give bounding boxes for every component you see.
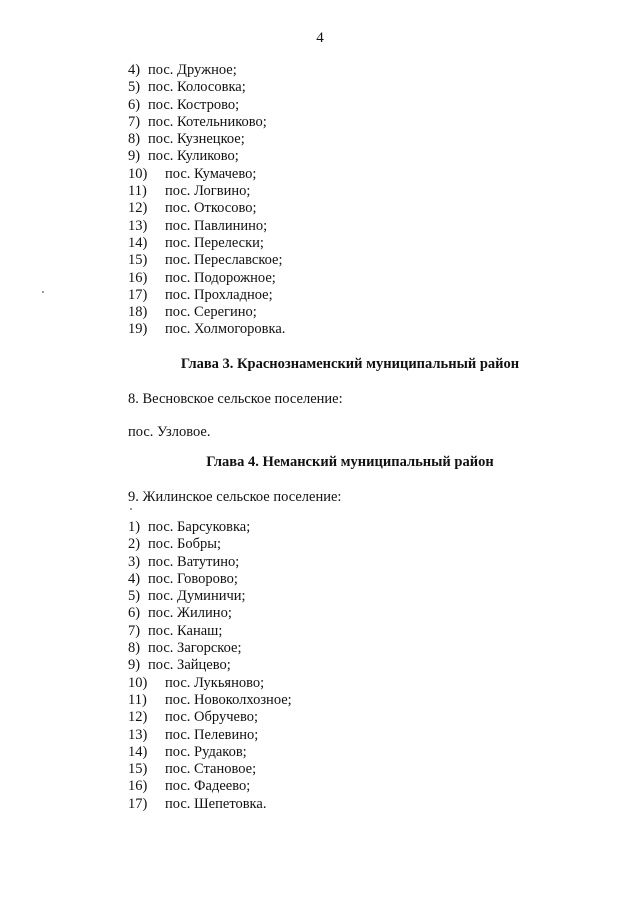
list-item-number: 17) [128,795,148,812]
list-item-number: 8) [128,640,141,657]
list-item [128,709,292,726]
chapter-4-heading: Глава 4. Неманский муниципальный район [206,454,494,470]
chapter-3-item: пос. Узловое. [128,424,211,440]
list-item-number: 14) [128,234,148,251]
list-item [128,536,292,553]
list-item [128,605,292,622]
list-item-text: пос. Кумачево; [165,165,257,182]
list-item-text: пос. Канаш; [148,622,223,639]
list-item [128,588,292,605]
list-item-text: пос. Пелевино; [165,726,259,743]
list-item [128,200,285,217]
list-item-text: пос. Кузнецкое; [148,131,245,148]
list-item-text: пос. Лукьяново; [165,674,265,691]
list-item [128,623,292,640]
list-item-text: пос. Новоколхозное; [165,691,292,708]
list-item-text: пос. Думиничи; [148,588,246,605]
page-number: 4 [316,30,324,46]
list-item-number: 16) [128,269,148,286]
list-item-text: пос. Зайцево; [148,657,231,674]
list-item-number: 12) [128,200,148,217]
list-item [128,62,285,79]
list-item-text: пос. Серегино; [165,304,257,321]
list-item-text: пос. Куликово; [148,148,239,165]
list-item-number: 5) [128,79,141,96]
list-item-number: 17) [128,286,148,303]
list-item [128,761,292,778]
list-item-text: пос. Котельниково; [148,113,267,130]
scan-speck [130,508,132,510]
list-item [128,79,285,96]
list-item [128,97,285,114]
list-item-text: пос. Логвино; [165,183,251,200]
list-item-text: пос. Говорово; [148,570,238,587]
list-item-number: 9) [128,657,141,674]
list-item [128,640,292,657]
list-item [128,252,285,269]
list-item-text: пос. Фадеево; [165,778,251,795]
list-item [128,692,292,709]
list-item-number: 4) [128,570,141,587]
list-item-number: 1) [128,519,141,535]
list-item-number: 11) [128,183,147,200]
list-item-number: 3) [128,553,141,570]
list-item [128,218,285,235]
list-item-number: 16) [128,778,148,795]
list-item-text: пос. Становое; [165,761,257,778]
list-item-text: пос. Откосово; [165,200,257,217]
list-item-number: 14) [128,743,148,760]
list-item-text: пос. Подорожное; [165,269,276,286]
list-item-text: пос. Перелески; [165,234,264,251]
list-item [128,744,292,761]
list-item-number: 4) [128,62,141,78]
list-item-text: пос. Кострово; [148,96,240,113]
list-item-number: 9) [128,148,141,165]
list-item-text: пос. Загорское; [148,640,242,657]
list-item [128,778,292,795]
list-item-text: пос. Обручево; [165,709,258,726]
settlement-list-1 [128,62,285,339]
settlement-list-2 [128,519,292,813]
chapter-4-settlement: 9. Жилинское сельское поселение: [128,489,342,505]
list-item [128,727,292,744]
list-item-number: 10) [128,165,148,182]
list-item [128,183,285,200]
list-item-number: 11) [128,691,147,708]
list-item-number: 15) [128,761,148,778]
list-item-text: пос. Прохладное; [165,286,273,303]
list-item-text: пос. Барсуковка; [148,519,251,535]
list-item-number: 18) [128,304,148,321]
list-item-text: пос. Колосовка; [148,79,246,96]
list-item [128,657,292,674]
list-item [128,304,285,321]
list-item [128,287,285,304]
list-item-number: 12) [128,709,148,726]
list-item-text: пос. Рудаков; [165,743,247,760]
list-item [128,675,292,692]
chapter-3-heading: Глава 3. Краснознаменский муниципальный район [180,356,520,372]
list-item-number: 7) [128,622,141,639]
list-item [128,131,285,148]
list-item-text: пос. Переславское; [165,252,283,269]
list-item [128,321,285,338]
list-item-text: пос. Шепетовка. [165,795,267,812]
list-item-number: 8) [128,131,141,148]
list-item [128,519,292,536]
list-item [128,270,285,287]
list-item-number: 19) [128,321,148,338]
list-item-number: 15) [128,252,148,269]
list-item [128,571,292,588]
list-item-text: пос. Холмогоровка. [165,321,286,338]
list-item-text: пос. Дружное; [148,62,237,78]
list-item-number: 13) [128,726,148,743]
scan-speck [42,291,44,293]
list-item-number: 7) [128,113,141,130]
list-item [128,235,285,252]
list-item [128,796,292,813]
list-item [128,166,285,183]
list-item-number: 2) [128,536,141,553]
list-item-text: пос. Ватутино; [148,553,240,570]
list-item-text: пос. Жилино; [148,605,232,622]
list-item-text: пос. Бобры; [148,536,222,553]
list-item-number: 6) [128,605,141,622]
chapter-3-settlement: 8. Весновское сельское поселение: [128,391,343,407]
list-item [128,148,285,165]
list-item-number: 10) [128,674,148,691]
list-item [128,554,292,571]
list-item-number: 13) [128,217,148,234]
list-item-number: 5) [128,588,141,605]
list-item-number: 6) [128,96,141,113]
list-item-text: пос. Павлинино; [165,217,268,234]
list-item [128,114,285,131]
